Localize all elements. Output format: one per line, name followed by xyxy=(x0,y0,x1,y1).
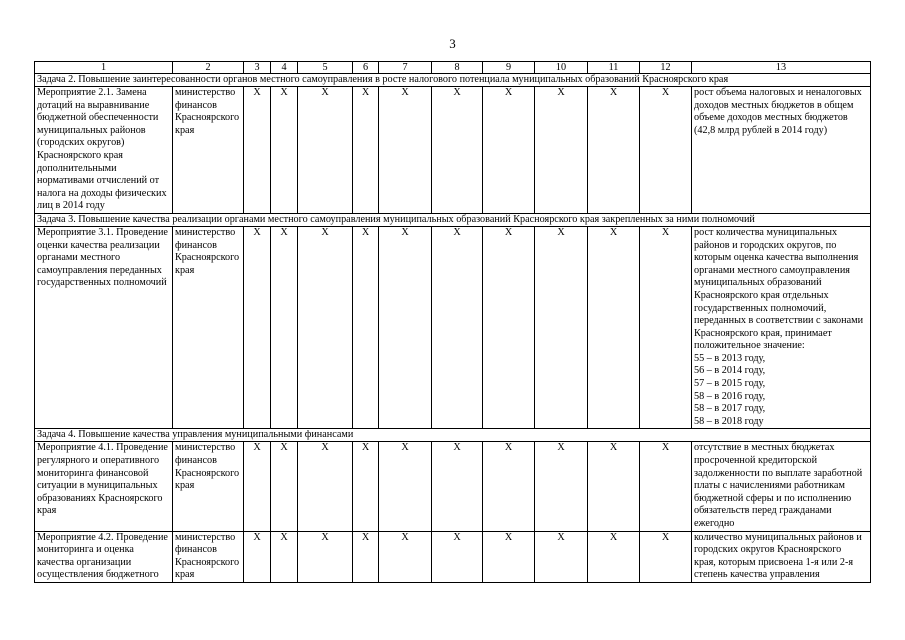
column-number: 4 xyxy=(271,62,298,74)
task-title: Задача 3. Повышение качества реализации органами местного самоуправления муниципальных образований Красноярского края закрепленных за ними полномочий xyxy=(35,213,871,226)
mark-cell: X xyxy=(298,442,353,531)
task-title: Задача 4. Повышение качества управления муниципальными финансами xyxy=(35,429,871,442)
mark-cell: X xyxy=(244,226,271,429)
mark-cell: X xyxy=(271,531,298,582)
mark-cell: X xyxy=(298,226,353,429)
measure-result: количество муниципальных районов и городских округов Красноярского края, которым присвоена 1-я или 2-я степень качества управления xyxy=(692,531,871,582)
column-number: 6 xyxy=(353,62,379,74)
task-row xyxy=(35,429,871,442)
mark-cell: X xyxy=(298,87,353,214)
mark-cell: X xyxy=(379,87,432,214)
column-number: 5 xyxy=(298,62,353,74)
mark-cell: X xyxy=(640,442,692,531)
column-number: 13 xyxy=(692,62,871,74)
column-number: 10 xyxy=(535,62,588,74)
mark-cell: X xyxy=(535,531,588,582)
mark-cell: X xyxy=(379,442,432,531)
column-number: 9 xyxy=(483,62,535,74)
mark-cell: X xyxy=(353,531,379,582)
mark-cell: X xyxy=(271,87,298,214)
measure-row xyxy=(35,442,871,531)
measure-name: Мероприятие 4.1. Проведение регулярного и оперативного мониторинга финансовой ситуации в муниципальных образованиях Красноярского края xyxy=(35,442,173,531)
mark-cell: X xyxy=(640,87,692,214)
column-number: 12 xyxy=(640,62,692,74)
measure-row xyxy=(35,226,871,429)
mark-cell: X xyxy=(483,442,535,531)
mark-cell: X xyxy=(432,226,483,429)
mark-cell: X xyxy=(588,226,640,429)
mark-cell: X xyxy=(483,87,535,214)
mark-cell: X xyxy=(379,226,432,429)
column-number: 2 xyxy=(173,62,244,74)
measure-name: Мероприятие 3.1. Проведение оценки качества реализации органами местного самоуправления переданных государственных полномочий xyxy=(35,226,173,429)
mark-cell: X xyxy=(432,531,483,582)
measure-executor: министерство финансов Красноярского края xyxy=(173,226,244,429)
mark-cell: X xyxy=(588,531,640,582)
mark-cell: X xyxy=(535,226,588,429)
mark-cell: X xyxy=(353,226,379,429)
measure-executor: министерство финансов Красноярского края xyxy=(173,87,244,214)
measure-executor: министерство финансов Красноярского края xyxy=(173,531,244,582)
mark-cell: X xyxy=(271,226,298,429)
mark-cell: X xyxy=(535,442,588,531)
mark-cell: X xyxy=(640,531,692,582)
mark-cell: X xyxy=(244,442,271,531)
mark-cell: X xyxy=(271,442,298,531)
measure-result: отсутствие в местных бюджетах просроченной кредиторской задолженности по выплате заработной платы с начислениями работникам бюджетной сферы и по исполнению обязательств перед гражданами ежегодно xyxy=(692,442,871,531)
mark-cell: X xyxy=(353,87,379,214)
measure-row xyxy=(35,531,871,582)
column-number: 1 xyxy=(35,62,173,74)
mark-cell: X xyxy=(432,87,483,214)
measure-executor: министерство финансов Красноярского края xyxy=(173,442,244,531)
page-number: 3 xyxy=(449,36,456,51)
mark-cell: X xyxy=(640,226,692,429)
column-number-row xyxy=(35,62,871,74)
measure-name: Мероприятие 4.2. Проведение мониторинга и оценка качества организации осуществления бюджетного xyxy=(35,531,173,582)
column-number: 8 xyxy=(432,62,483,74)
task-row xyxy=(35,213,871,226)
task-title: Задача 2. Повышение заинтересованности органов местного самоуправления в росте налогового потенциала муниципальных образований Красноярского края xyxy=(35,74,871,87)
mark-cell: X xyxy=(432,442,483,531)
mark-cell: X xyxy=(298,531,353,582)
mark-cell: X xyxy=(353,442,379,531)
measure-name: Мероприятие 2.1. Замена дотаций на выравнивание бюджетной обеспеченности муниципальных районов (городских округов) Красноярского края дополнительными нормативами отчислений от налога на доходы физических лиц в 2014 году xyxy=(35,87,173,214)
mark-cell: X xyxy=(483,226,535,429)
mark-cell: X xyxy=(483,531,535,582)
mark-cell: X xyxy=(244,87,271,214)
mark-cell: X xyxy=(535,87,588,214)
task-row xyxy=(35,74,871,87)
column-number: 11 xyxy=(588,62,640,74)
measure-result: рост объема налоговых и неналоговых доходов местных бюджетов в общем объеме доходов местных бюджетов (42,8 млрд рублей в 2014 году) xyxy=(692,87,871,214)
measure-result: рост количества муниципальных районов и городских округов, по которым оценка качества выполнения органами местного самоуправления муниципальных образований Красноярского края отдельных государственных полномочий, переданных в соответствии с законами Красноярского края, принимает положительное значение: 55 – в 2013 году, 56 – в 2014 году, 57 – в 2015 году, 58 – в 2016 году, 58 – в 2017 году, 58 – в 2018 году xyxy=(692,226,871,429)
mark-cell: X xyxy=(588,87,640,214)
column-number: 7 xyxy=(379,62,432,74)
column-number: 3 xyxy=(244,62,271,74)
measures-table xyxy=(34,61,871,583)
measure-row xyxy=(35,87,871,214)
mark-cell: X xyxy=(244,531,271,582)
mark-cell: X xyxy=(379,531,432,582)
mark-cell: X xyxy=(588,442,640,531)
